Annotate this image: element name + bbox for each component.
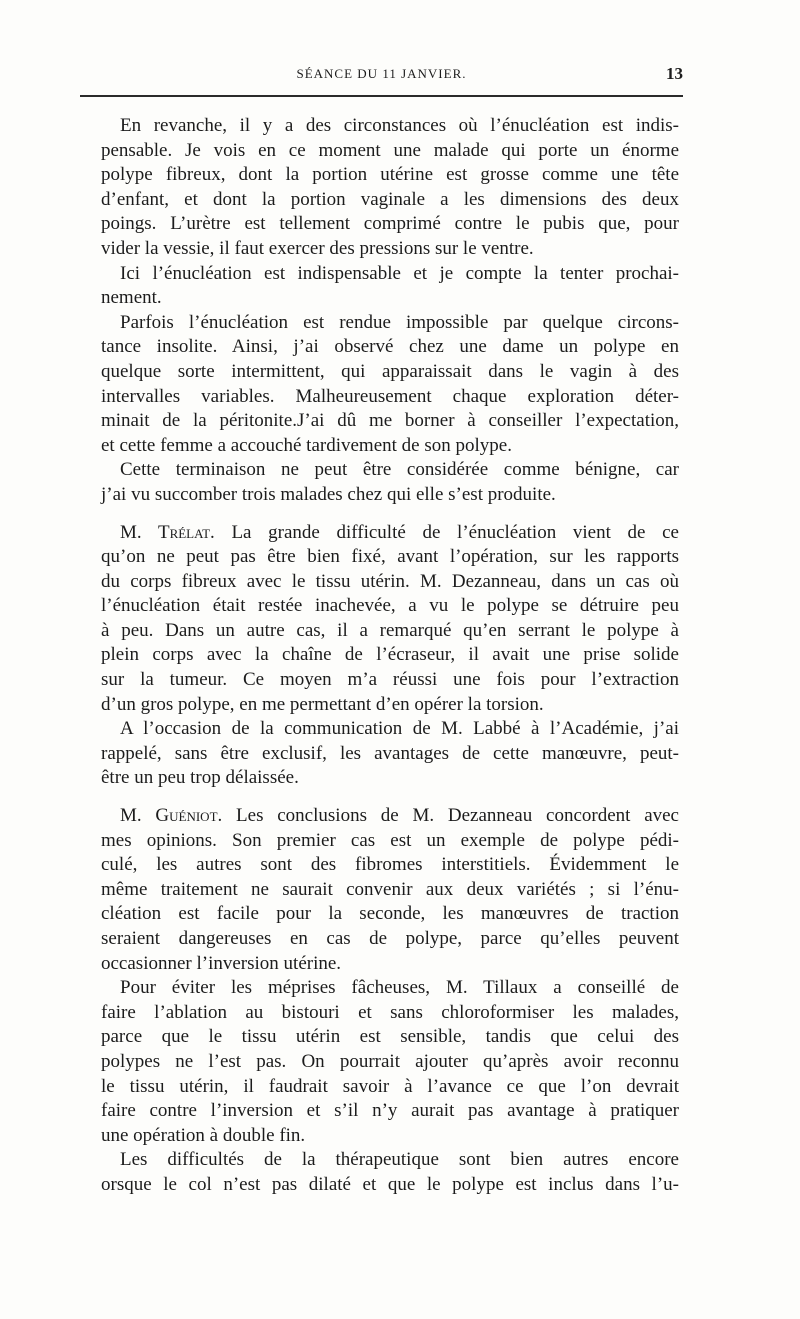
text-line: minait de la péritonite.J’ai dû me borner à conseiller l’expectation, (101, 410, 679, 432)
header-rule (80, 95, 683, 97)
text-line: polypes ne l’est pas. On pourrait ajouter qu’après avoir reconnu (101, 1050, 679, 1072)
paragraph (82, 976, 679, 1148)
text-line: Pour éviter les méprises fâcheuses, M. Tillaux a conseillé de (120, 977, 679, 999)
paragraph (82, 114, 679, 262)
text-line: A l’occasion de la communication de M. Labbé à l’Académie, j’ai (120, 718, 679, 740)
text-line: une opération à double fin. (101, 1124, 306, 1146)
paragraph (82, 311, 679, 459)
text-line: l’énucléation était restée inachevée, a vu le polype se détruire peu (101, 595, 679, 617)
text-line: En revanche, il y a des circonstances où l’énucléation est indis- (120, 115, 679, 136)
text-line: rappelé, sans être exclusif, les avantages de cette manœuvre, peut- (101, 742, 679, 764)
page-header (80, 62, 683, 86)
text-line: être un peu trop délaissée. (101, 767, 299, 789)
text-line (82, 804, 679, 829)
text-line: occasionner l’inversion utérine. (101, 952, 342, 974)
text-line: Cette terminaison ne peut être considérée comme bénigne, car (120, 459, 679, 481)
text-line: Parfois l’énucléation est rendue impossible par quelque circons- (120, 311, 679, 333)
paragraph-speaker-gueniot (82, 804, 679, 976)
speaker-name: M. Guéniot. (120, 805, 223, 827)
text-line: Ici l’énucléation est indispensable et je compte la tenter prochai- (120, 262, 679, 284)
text-line: poings. L’urètre est tellement comprimé contre le pubis que, pour (101, 213, 679, 235)
text-line: plein corps avec la chaîne de l’écraseur, il avait une prise solide (101, 644, 679, 666)
text-line: seraient dangereuses en cas de polype, parce qu’elles peuvent (101, 928, 679, 949)
text-line: polype fibreux, dont la portion utérine est grosse comme une tête (101, 164, 679, 186)
text-line: parce que le tissu utérin est sensible, tandis que celui des (101, 1026, 679, 1048)
text-line: d’enfant, et dont la portion vaginale a les dimensions des deux (101, 188, 679, 210)
text-line: et cette femme a accouché tardivement de son polype. (101, 434, 512, 456)
text-line: cléation est facile pour la seconde, les manœuvres de traction (101, 903, 679, 925)
paragraph-speaker-trelat (82, 521, 679, 718)
paragraph (82, 717, 679, 791)
text-line: le tissu utérin, il faudrait savoir à l’avance ce que l’on devrait (101, 1075, 679, 1097)
text-line: nement. (101, 287, 162, 309)
text-line: qu’on ne peut pas être bien fixé, avant l’opération, sur les rapports (101, 546, 679, 568)
text-line: quelque sorte intermittent, qui apparaissait dans le vagin à des (101, 360, 679, 382)
running-head: SÉANCE DU 11 JANVIER. (296, 66, 467, 81)
text-line: j’ai vu succomber trois malades chez qui elle s’est produite. (101, 483, 556, 505)
text-line: culé, les autres sont des fibromes interstitiels. Évidemment le (101, 854, 679, 876)
text-fragment: Les conclusions de M. Dezanneau concordent avec (236, 805, 679, 827)
text-line: sur la tumeur. Ce moyen m’a réussi une fois pour l’extraction (101, 669, 679, 691)
text-line: Les difficultés de la thérapeutique sont bien autres encore (120, 1149, 679, 1171)
text-line: mes opinions. Son premier cas est un exemple de polype pédi- (101, 829, 679, 851)
text-line: faire contre l’inversion et s’il n’y aurait pas avantage à pratiquer (101, 1100, 679, 1122)
text-line: faire l’ablation au bistouri et sans chloroformiser les malades, (101, 1001, 679, 1023)
page-number: 13 (666, 64, 683, 83)
paragraph (82, 458, 679, 507)
text-fragment: La grande difficulté de l’énucléation vient de ce (231, 521, 679, 543)
text-line (82, 521, 679, 546)
text-line: d’un gros polype, en me permettant d’en opérer la torsion. (101, 693, 544, 715)
text-line: vider la vessie, il faut exercer des pressions sur le ventre. (101, 237, 534, 259)
body-text (82, 114, 679, 1198)
text-line: intervalles variables. Malheureusement chaque exploration déter- (101, 385, 679, 407)
text-line: même traitement ne saurait convenir aux deux variétés ; si l’énu- (101, 878, 679, 900)
speaker-name: M. Trélat. (120, 521, 215, 543)
text-line: à peu. Dans un autre cas, il a remarqué qu’en serrant le polype à (101, 619, 679, 641)
text-line: pensable. Je vois en ce moment une malade qui porte un énorme (101, 139, 679, 161)
paragraph (82, 1148, 679, 1197)
text-line: tance insolite. Ainsi, j’ai observé chez une dame un polype en (101, 336, 679, 358)
text-line: du corps fibreux avec le tissu utérin. M. Dezanneau, dans un cas où (101, 570, 679, 592)
text-line: orsque le col n’est pas dilaté et que le polype est inclus dans l’u- (101, 1173, 679, 1195)
paragraph (82, 262, 679, 311)
